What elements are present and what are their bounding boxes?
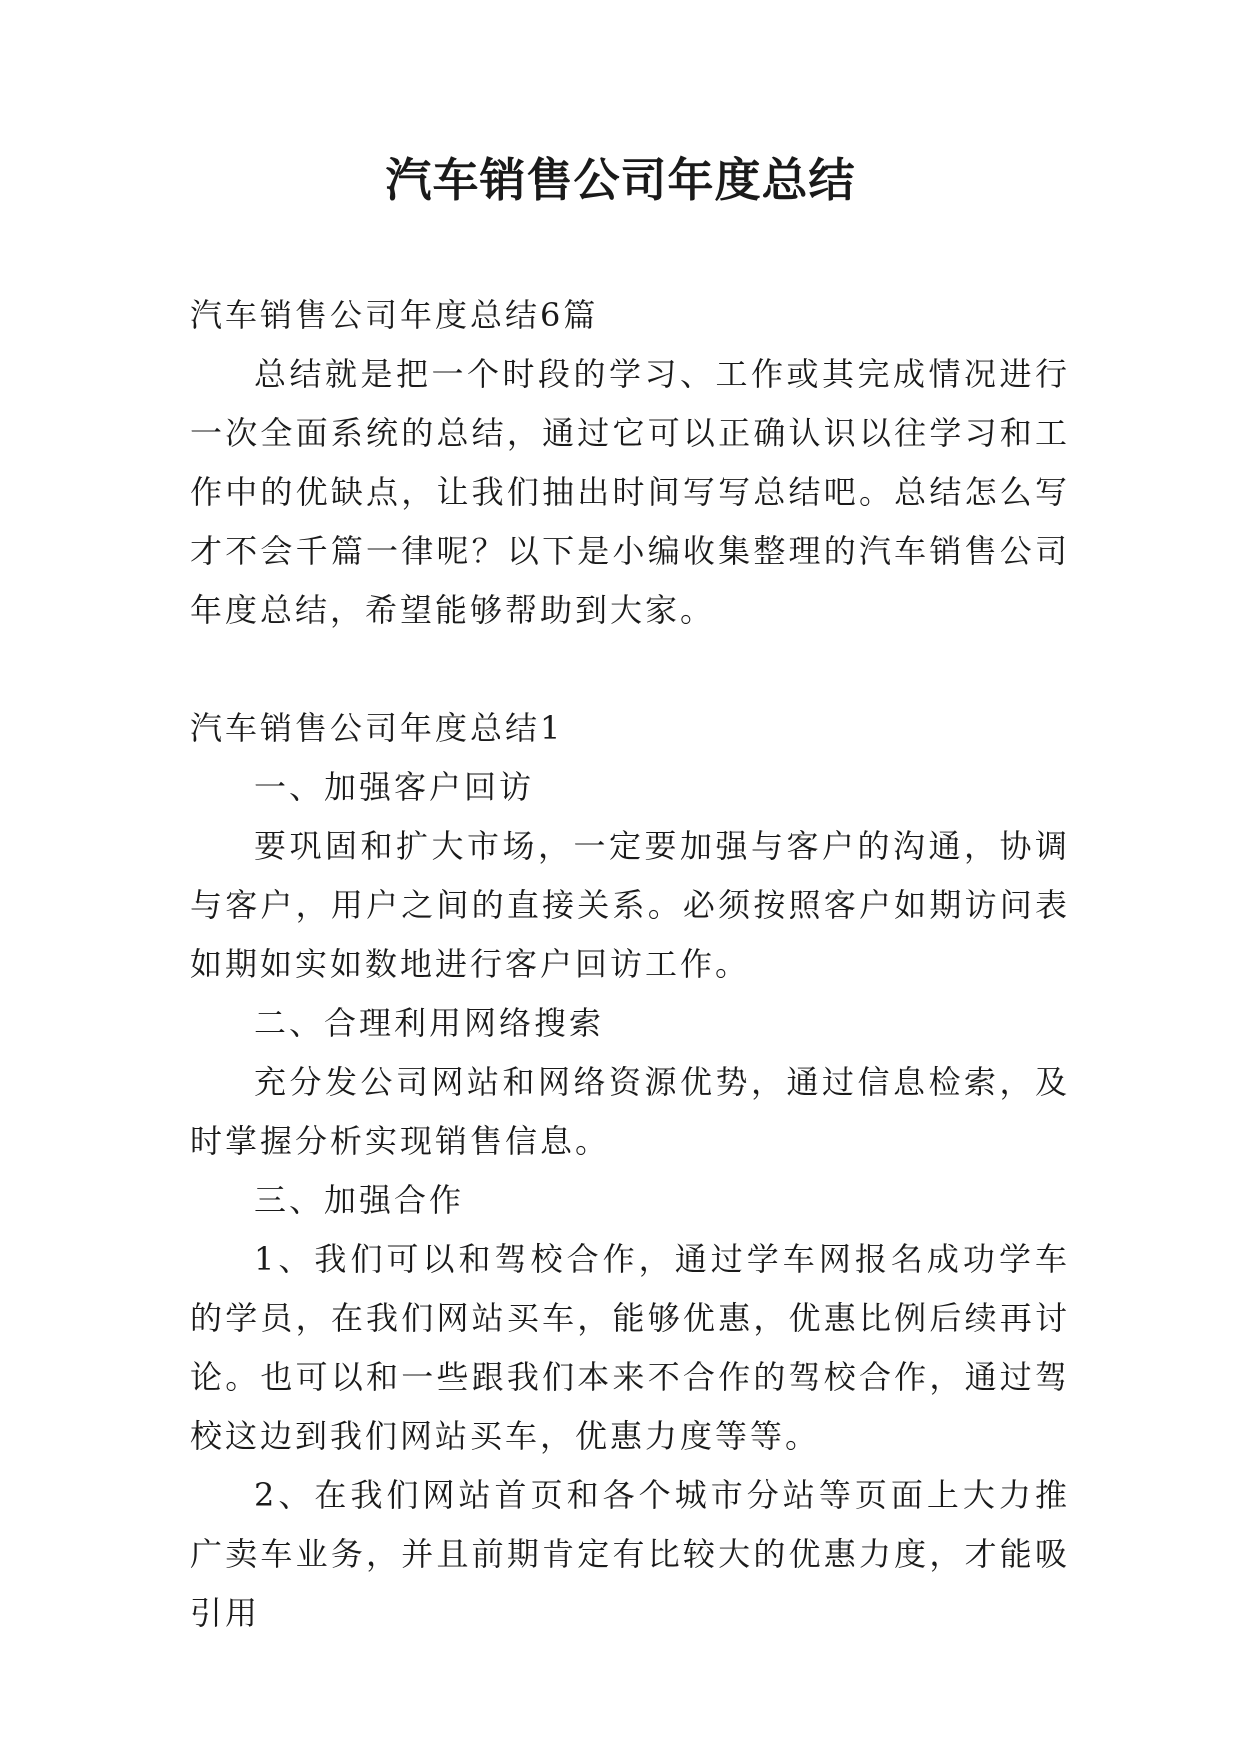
- point-title-1: 一、加强客户回访: [254, 768, 535, 806]
- point-title-3: 三、加强合作: [254, 1181, 465, 1219]
- point-item-1: 1、我们可以和驾校合作，通过学车网报名成功学车的学员，在我们网站买车，能够优惠，优惠比例后续再讨论。也可以和一些跟我们本来不合作的驾校合作，通过驾校这边到我们网站买车，优惠力度等等。: [190, 1240, 1070, 1455]
- point-title-2: 二、合理利用网络搜索: [254, 1004, 605, 1042]
- document-subtitle: 汽车销售公司年度总结6篇: [190, 296, 599, 334]
- point-text-2: 充分发公司网站和网络资源优势，通过信息检索，及时掌握分析实现销售信息。: [190, 1063, 1070, 1160]
- intro-paragraph: 总结就是把一个时段的学习、工作或其完成情况进行一次全面系统的总结，通过它可以正确认识以往学习和工作中的优缺点，让我们抽出时间写写总结吧。总结怎么写才不会千篇一律呢？以下是小编收集整理的汽车销售公司年度总结，希望能够帮助到大家。: [190, 355, 1070, 629]
- point-item-2: 2、在我们网站首页和各个城市分站等页面上大力推广卖车业务，并且前期肯定有比较大的优惠力度，才能吸引用: [190, 1476, 1070, 1632]
- section-heading: 汽车销售公司年度总结1: [190, 709, 564, 747]
- document-body: [190, 286, 1070, 1643]
- point-text-1: 要巩固和扩大市场，一定要加强与客户的沟通，协调与客户，用户之间的直接关系。必须按照客户如期访问表如期如实如数地进行客户回访工作。: [190, 827, 1070, 983]
- document-title: 汽车销售公司年度总结: [385, 153, 856, 207]
